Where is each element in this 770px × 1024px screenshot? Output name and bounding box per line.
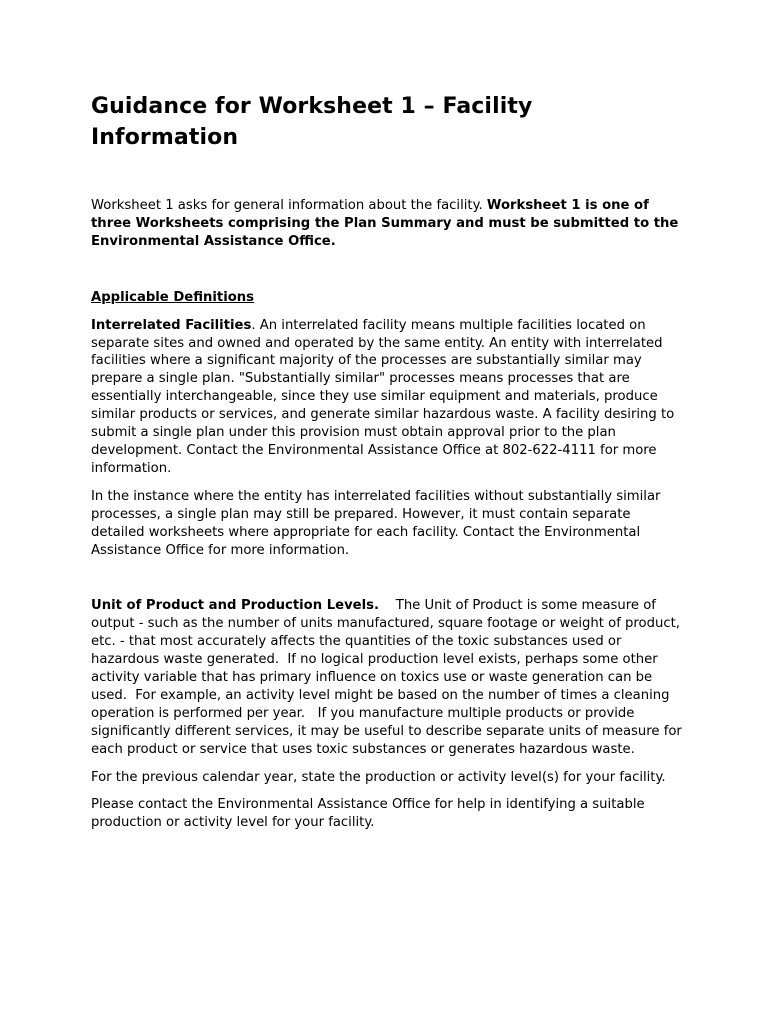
intro-paragraph (91, 197, 683, 251)
contact-paragraph: Please contact the Environmental Assistance Office for help in identifying a suitable production or activity level for your facility. (91, 797, 645, 831)
unit-of-product-text: The Unit of Product is some measure of output - such as the number of units manufactured, square footage or weight of product, etc. - that most accurately affects the quantities of the toxic substances used or hazardous waste generated. If no logical production level exists, perhaps some other activity variable that has primary influence on toxics use or waste generation can be used. For example, an activity level might be based on the number of times a cleaning operation is performed per year. If you manufacture multiple products or provide significantly different services, it may be useful to describe separate units of measure for each product or service that uses toxic substances or generates hazardous waste. (91, 598, 687, 757)
intro-bold-text: Worksheet 1 is one of three Worksheets comprising the Plan Summary and must be submitted to the Environmental Assistance Office. (91, 198, 679, 249)
interrelated-facilities-text: . An interrelated facility means multiple facilities located on separate sites and owned and operated by the same entity. An entity with interrelated facilities where a significant majority of the processes are substantially similar may prepare a single plan. "Substantially similar" processes means processes that are essentially interchangeable, since they use similar equipment and materials, produce similar products or services, and generate similar hazardous waste. A facility desiring to submit a single plan under this provision must obtain approval prior to the plan development. Contact the Environmental Assistance Office at 802-622-4111 for more information. (91, 317, 675, 476)
page-title: Guidance for Worksheet 1 – Facility Information (91, 94, 533, 150)
interrelated-facilities-term: Interrelated Facilities (91, 317, 252, 333)
interrelated-followup-paragraph: In the instance where the entity has interrelated facilities without substantially similar processes, a single plan may still be prepared. However, it must contain separate detailed worksheets where appropriate for each facility. Contact the Environmental Assistance Office for more information. (91, 488, 661, 558)
document-page (91, 91, 687, 832)
intro-text: Worksheet 1 asks for general information about the facility. (91, 198, 487, 213)
unit-of-product-paragraph (91, 597, 687, 758)
definitions-heading: Applicable Definitions (91, 289, 255, 305)
interrelated-facilities-paragraph (91, 317, 683, 478)
previous-year-paragraph: For the previous calendar year, state the production or activity level(s) for your facility. (91, 769, 666, 785)
unit-of-product-term: Unit of Product and Production Levels. (91, 598, 379, 614)
